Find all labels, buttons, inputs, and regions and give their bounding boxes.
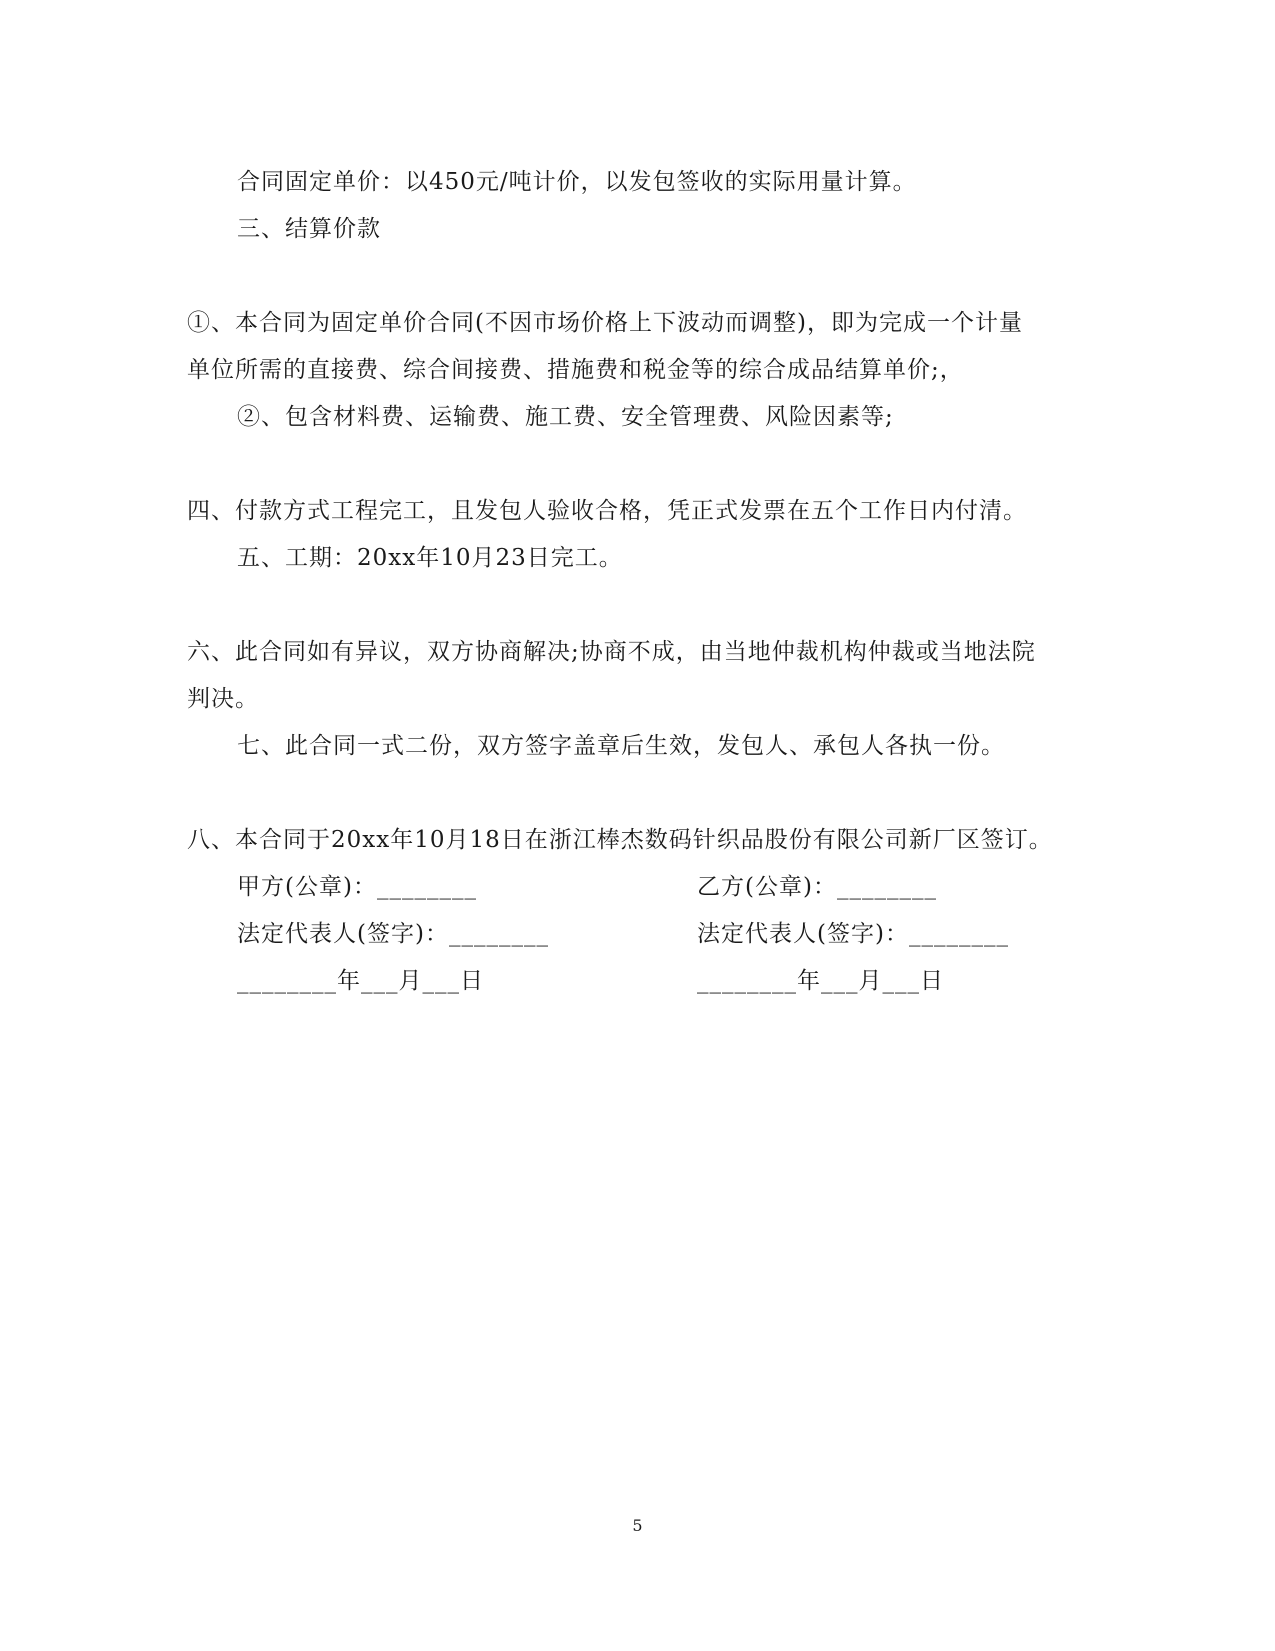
- party-b-seal: 乙方(公章)：________: [697, 874, 937, 900]
- section-three-heading: 三、结算价款: [237, 216, 381, 242]
- party-b-date: ________年___月___日: [697, 968, 944, 994]
- section-seven-copies: 七、此合同一式二份，双方签字盖章后生效，发包人、承包人各执一份。: [237, 733, 1005, 759]
- section-eight-signing: 八、本合同于20xx年10月18日在浙江棒杰数码针织品股份有限公司新厂区签订。: [187, 827, 1053, 853]
- section-six-dispute-line-2: 判决。: [187, 686, 259, 712]
- section-five-schedule: 五、工期：20xx年10月23日完工。: [237, 545, 623, 571]
- party-a-seal: 甲方(公章)：________: [237, 874, 477, 900]
- unit-price-clause: 合同固定单价：以450元/吨计价，以发包签收的实际用量计算。: [237, 169, 917, 195]
- party-a-date: ________年___月___日: [237, 968, 484, 994]
- section-six-dispute-line-1: 六、此合同如有异议，双方协商解决;协商不成，由当地仲裁机构仲裁或当地法院: [187, 639, 1036, 665]
- party-a-representative: 法定代表人(签字)：________: [237, 921, 549, 947]
- party-b-representative: 法定代表人(签字)：________: [697, 921, 1009, 947]
- clause-one-line-1: ①、本合同为固定单价合同(不因市场价格上下波动而调整)，即为完成一个计量: [187, 310, 1023, 336]
- page-number: 5: [632, 1516, 643, 1535]
- clause-two: ②、包含材料费、运输费、施工费、安全管理费、风险因素等;: [237, 404, 894, 430]
- section-four-payment: 四、付款方式工程完工，且发包人验收合格，凭正式发票在五个工作日内付清。: [187, 498, 1027, 524]
- clause-one-line-2: 单位所需的直接费、综合间接费、措施费和税金等的综合成品结算单价;，: [187, 357, 964, 383]
